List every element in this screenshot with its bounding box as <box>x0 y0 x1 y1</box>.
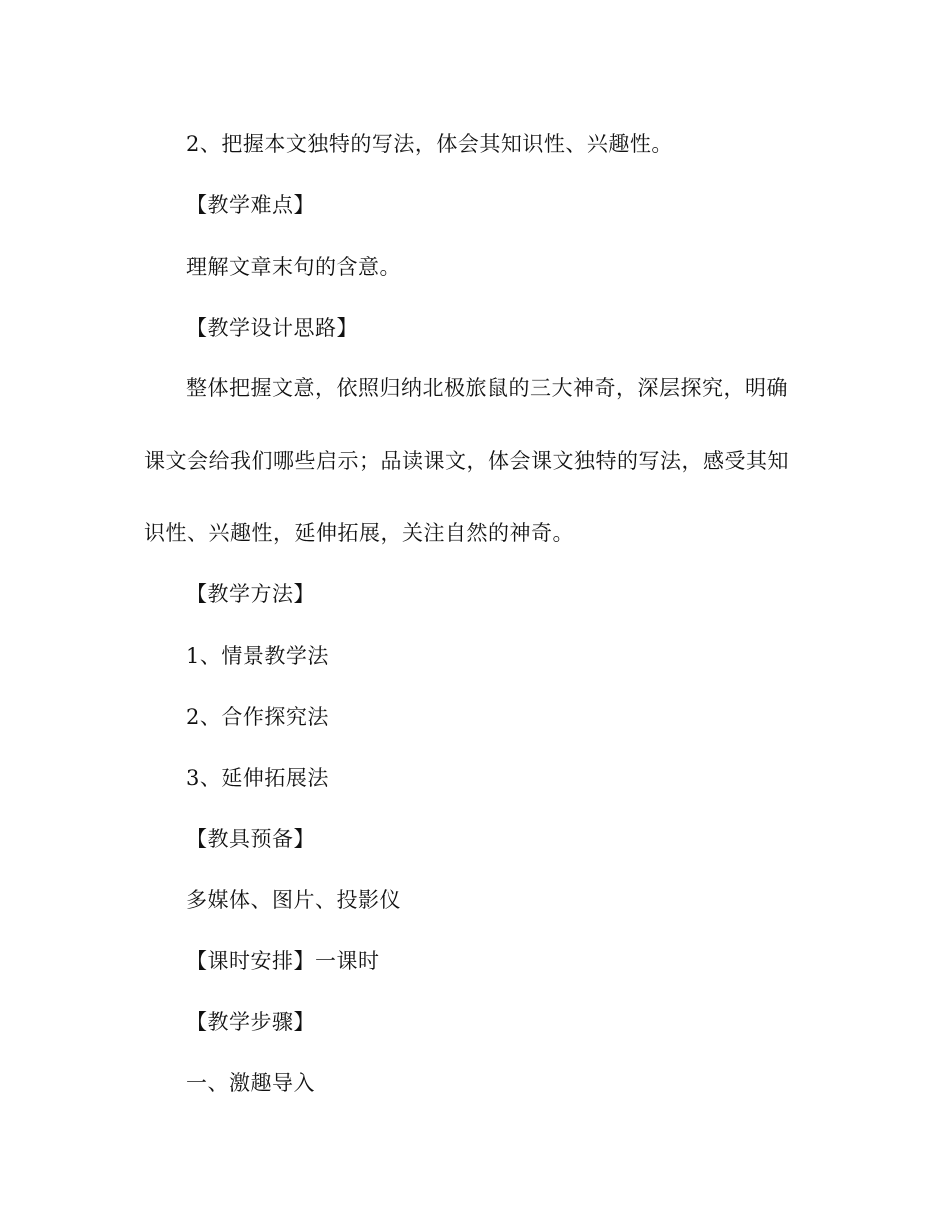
step-1-heading: 一、激趣导入 <box>186 1071 315 1095</box>
design-paragraph-line-3: 识性、兴趣性，延伸拓展，关注自然的神奇。 <box>144 521 574 545</box>
design-paragraph-line-1: 整体把握文意，依照归纳北极旅鼠的三大神奇，深层探究，明确 <box>186 376 788 400</box>
section-heading-difficulty: 【教学难点】 <box>186 193 315 217</box>
section-heading-design: 【教学设计思路】 <box>186 316 358 340</box>
method-item-3: 3、延伸拓展法 <box>186 766 329 790</box>
section-heading-steps: 【教学步骤】 <box>186 1010 315 1034</box>
design-paragraph-line-2: 课文会给我们哪些启示；品读课文，体会课文独特的写法，感受其知 <box>144 449 789 473</box>
method-item-1: 1、情景教学法 <box>186 644 329 668</box>
goal-2-text: 2、把握本文独特的写法，体会其知识性、兴趣性。 <box>186 132 673 156</box>
section-heading-methods: 【教学方法】 <box>186 582 315 606</box>
tools-text: 多媒体、图片、投影仪 <box>186 888 401 912</box>
schedule-text: 【课时安排】一课时 <box>186 949 380 973</box>
section-heading-tools: 【教具预备】 <box>186 827 315 851</box>
difficulty-text: 理解文章末句的含意。 <box>186 255 401 279</box>
method-item-2: 2、合作探究法 <box>186 705 329 729</box>
